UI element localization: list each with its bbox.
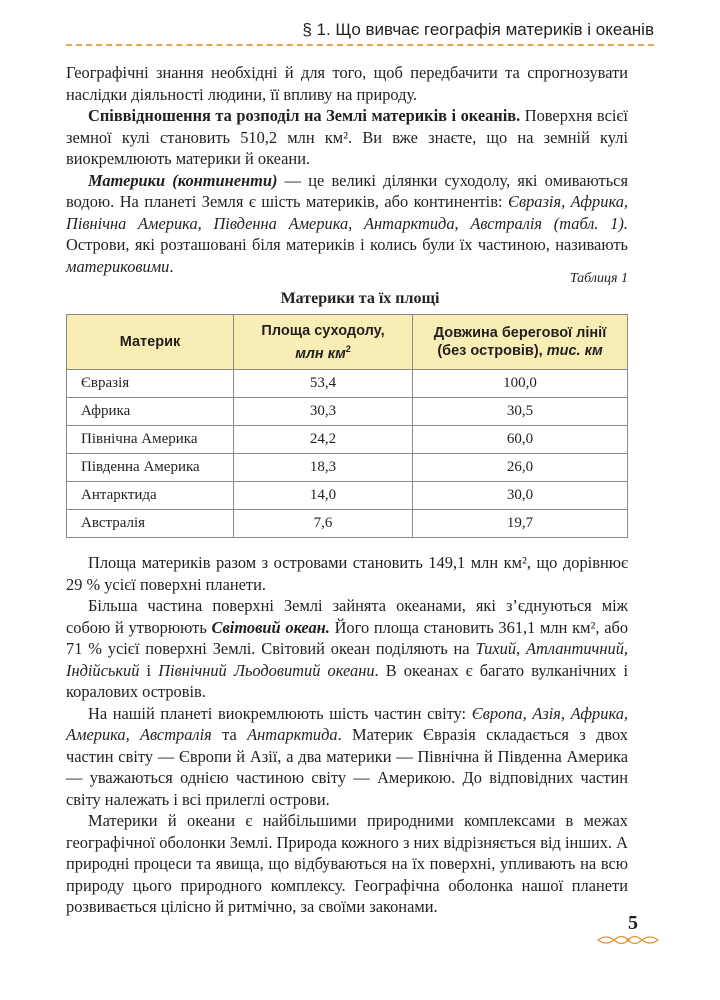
paragraph-3-end: . bbox=[169, 256, 174, 276]
paragraph-7: Материки й океани є найбільшими природними комплексами в межах географічної оболонки Землі. Природа кожного з них відрізняється від інших. А природні процеси та явища, що відбуваються на їх поверхні, упливають на всю природу цього природного комплексу. Географічна оболонка нашої планети розвивається цілісно й ритмічно, за своїми законами. bbox=[66, 811, 628, 916]
term-world-ocean: Світовий океан. bbox=[211, 617, 330, 637]
cell-area: 24,2 bbox=[234, 426, 413, 454]
cell-area: 18,3 bbox=[234, 454, 413, 482]
paragraph-6 bbox=[66, 703, 628, 811]
cell-coast: 30,5 bbox=[413, 398, 628, 426]
world-parts-list: Європа, Азія, Африка, Америка, Австралія bbox=[66, 703, 628, 744]
table-row bbox=[67, 398, 628, 426]
cell-coast: 60,0 bbox=[413, 426, 628, 454]
continents-table bbox=[66, 314, 628, 538]
header-coast-label: Довжина берегової лінії bbox=[433, 325, 607, 341]
page-header bbox=[66, 14, 654, 46]
paragraph-1: Географічні знання необхідні й для того, щоб передбачити та спрогнозувати наслідки діяльності людини, її впливу на природу. bbox=[66, 63, 628, 104]
header-area bbox=[234, 315, 413, 370]
cell-continent: Північна Америка bbox=[67, 426, 234, 454]
paragraph-6-and: та bbox=[211, 725, 248, 744]
table-row bbox=[67, 454, 628, 482]
arctic-ocean: Північний Льодовитий океани bbox=[158, 660, 375, 680]
term-mainland-islands: материковими bbox=[66, 256, 170, 276]
cell-continent: Австралія bbox=[67, 510, 234, 538]
header-coastline bbox=[413, 315, 628, 370]
table-title: Материки та їх площі bbox=[280, 290, 440, 307]
term-continents: Материки (континенти) bbox=[88, 170, 278, 190]
paragraph-3 bbox=[66, 170, 628, 278]
paragraph-3-text-2: Острови, які розташовані біля материків і колись були їх частиною, називають bbox=[66, 235, 628, 254]
header-coast-unit: тис. км bbox=[546, 343, 603, 359]
cell-coast: 100,0 bbox=[413, 370, 628, 398]
header-area-label: Площа суходолу, bbox=[261, 322, 385, 339]
paragraph-5-and: і bbox=[139, 660, 159, 680]
subheading: Співвідношення та розподіл на Землі материків і океанів. bbox=[88, 106, 521, 125]
paragraph-2 bbox=[66, 105, 628, 170]
header-area-sup: 2 bbox=[345, 343, 351, 354]
header-coast-label-2: (без островів), bbox=[437, 343, 543, 359]
intro-text bbox=[66, 62, 628, 277]
paragraph-5-text-2: Його площа становить 361,1 млн км², або 71 % усієї поверхні Землі. Світовий океан поділяють на bbox=[66, 617, 629, 658]
continents-list: Євразія, Африка, Північна Америка, Південна Америка, Антарктида, Австралія (табл. 1). bbox=[66, 192, 629, 233]
header-area-unit: млн км bbox=[295, 345, 346, 362]
paragraph-5-text: Більша частина поверхні Землі зайнята океанами, які з’єднуються між собою й утворюють bbox=[66, 596, 628, 637]
table-row bbox=[67, 510, 628, 538]
table-row bbox=[67, 426, 628, 454]
oceans-list: Тихий, Атлантичний, Індійський bbox=[66, 639, 628, 680]
ornament-icon bbox=[596, 932, 660, 953]
table-caption: Таблиця 1 bbox=[569, 271, 628, 286]
section-title: § 1. Що вивчає географія материків і океанів bbox=[302, 20, 654, 39]
cell-coast: 26,0 bbox=[413, 454, 628, 482]
cell-continent: Антарктида bbox=[67, 482, 234, 510]
paragraph-5-text-3: . В океанах є багато вулканічних і коралових островів. bbox=[66, 660, 629, 701]
paragraph-4: Площа материків разом з островами становить 149,1 млн км², що дорівнює 29 % усієї поверхні планети. bbox=[66, 553, 628, 594]
paragraph-2-text: Поверхня всієї земної кулі становить 510,2 млн км². Ви вже знаєте, що на земній кулі виокремлюють материки й океани. bbox=[66, 106, 628, 168]
antarctica-term: Антарктида bbox=[247, 725, 338, 744]
cell-area: 14,0 bbox=[234, 482, 413, 510]
cell-area: 7,6 bbox=[234, 510, 413, 538]
table-header-row bbox=[67, 315, 628, 370]
table-row bbox=[67, 370, 628, 398]
header-continent: Материк bbox=[67, 315, 234, 370]
table-row bbox=[67, 482, 628, 510]
cell-coast: 30,0 bbox=[413, 482, 628, 510]
page-number: 5 bbox=[628, 912, 638, 934]
ornament-svg bbox=[596, 932, 660, 948]
cell-coast: 19,7 bbox=[413, 510, 628, 538]
body-text bbox=[66, 552, 628, 918]
paragraph-3-text: — це великі ділянки суходолу, які омиваються водою. На планеті Земля є шість материків, або континентів: bbox=[66, 170, 628, 211]
paragraph-6-text: На нашій планеті виокремлюють шість частин світу: bbox=[88, 703, 472, 723]
cell-area: 53,4 bbox=[234, 370, 413, 398]
paragraph-6-text-2: . Материк Євразія складається з двох частин світу — Європи й Азії, а два материки — Північна й Південна Америка — уважаються однією частиною світу — Америкою. До відповідних частин світу належать і всі прилеглі острови. bbox=[66, 725, 628, 809]
cell-area: 30,3 bbox=[234, 398, 413, 426]
cell-continent: Південна Америка bbox=[67, 454, 234, 482]
paragraph-5 bbox=[66, 595, 628, 703]
cell-continent: Євразія bbox=[67, 370, 234, 398]
cell-continent: Африка bbox=[67, 398, 234, 426]
